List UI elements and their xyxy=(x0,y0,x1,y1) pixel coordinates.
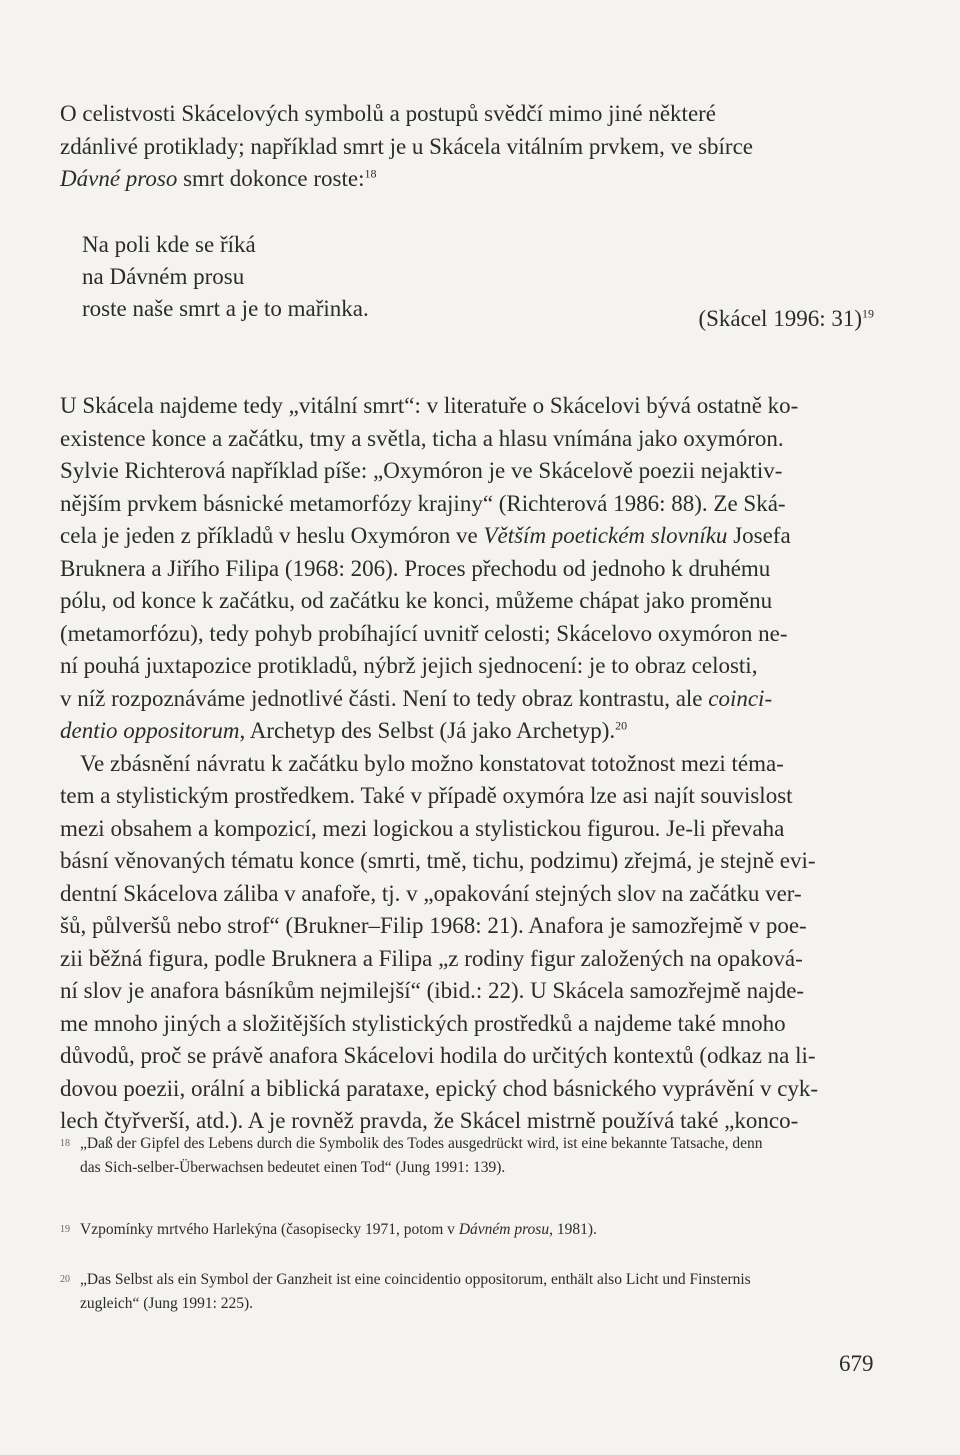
footnote-number: 19 xyxy=(60,1224,70,1235)
text-line: existence konce a začátku, tmy a světla, ticha a hlasu vnímána jako oxymóron. xyxy=(60,425,784,451)
text-line: důvodů, proč se právě anafora Skácelovi hodila do určitých kontextů (odkaz na li- xyxy=(60,1043,816,1068)
footnote-ref: 20 xyxy=(615,718,628,733)
text-line: dentní Skácelova záliba v anafoře, tj. v „opakování stejných slov na začátku ver- xyxy=(60,880,802,906)
text-line: básní věnovaných tématu konce (smrti, tmě, tichu, podzimu) zřejmá, je stejně evi- xyxy=(60,848,816,873)
text-line: zii běžná figura, podle Bruknera a Filipa „z rodiny figur založených na opaková- xyxy=(60,945,803,971)
text-line: nějším prvkem básnické metamorfózy krajiny“ (Richterová 1986: 88). Ze Ská- xyxy=(60,490,786,516)
text-line: pólu, od konce k začátku, od začátku ke konci, můžeme chápat jako proměnu xyxy=(60,588,773,613)
text-line: mezi obsahem a kompozicí, mezi logickou a stylistickou figurou. Je-li převaha xyxy=(60,815,785,841)
text-line: ní pouhá juxtapozice protikladů, nýbrž jejich sjednocení: je to obraz celosti, xyxy=(60,653,758,678)
book-title: Větším poetickém slovníku xyxy=(483,523,728,548)
body-paragraph xyxy=(60,390,878,1138)
text-line: dentio oppositorum, Archetyp des Selbst (Já jako Archetyp).$^{20}$ xyxy=(60,718,628,743)
footnote-18: 18 „Daß der Gipfel des Lebens durch die Symbolik des Todes ausgedrückt wird, ist eine bekannte Tatsache, denn das Sich-selber-Überwachsen bedeutet einen Tod“ (Jung 1991: 139). xyxy=(60,1132,880,1180)
footnote-19: 19 Vzpomínky mrtvého Harlekýna (časopisecky 1971, potom v Dávném prosu, 1981). xyxy=(60,1218,880,1242)
text-line: Bruknera a Jiřího Filipa (1968: 206). Proces přechodu od jednoho k druhému xyxy=(60,555,771,581)
text-line: O celistvosti Skácelových symbolů a postupů svědčí mimo jiné některé xyxy=(60,101,717,126)
text-line: šů, půlveršů nebo strof“ (Brukner–Filip 1968: 21). Anafora je samozřejmě v poe- xyxy=(60,913,807,938)
poem-line: roste naše smrt a je to mařinka. xyxy=(82,296,369,321)
book-title: Dávné proso xyxy=(60,166,178,191)
text-line: (metamorfózu), tedy pohyb probíhající uvnitř celosti; Skácelovo oxymóron ne- xyxy=(60,620,788,646)
latin-term: dentio oppositorum xyxy=(60,718,240,743)
text-line: Sylvie Richterová například píše: „Oxymóron je ve Skácelově poezii nejaktiv- xyxy=(60,458,783,483)
text-line: Dávné proso smrt dokonce roste:$^{18}$ xyxy=(60,166,377,191)
poem-line: na Dávném prosu xyxy=(82,264,245,289)
text-line: tem a stylistickým prostředkem. Také v případě oxymóra lze asi najít souvislost xyxy=(60,783,793,808)
text-line: dovou poezii, orální a biblická parataxe, epický chod básnického vyprávění v cyk- xyxy=(60,1075,819,1101)
text-line: me mnoho jiných a složitějších stylistických prostředků a najdeme také mnoho xyxy=(60,1010,786,1036)
text-line: ní slov je anafora básníkům nejmilejší“ (ibid.: 22). U Skácela samozřejmě najde- xyxy=(60,978,805,1003)
footnote-ref: 18 xyxy=(364,166,377,181)
text-line: U Skácela najdeme tedy „vitální smrt“: v literatuře o Skácelovi bývá ostatně ko- xyxy=(60,393,799,418)
text-line: v níž rozpoznáváme jednotlivé části. Není to tedy obraz kontrastu, ale coinci- xyxy=(60,685,773,711)
text-line: lech čtyřverší, atd.). A je rovněž pravda, že Skácel mistrně používá také „konco- xyxy=(60,1108,799,1133)
text-line: Ve zbásnění návratu k začátku bylo možno konstatovat totožnost mezi téma- xyxy=(80,750,784,776)
intro-paragraph xyxy=(60,98,878,196)
footnote-number: 18 xyxy=(60,1138,70,1149)
page-number: 679 xyxy=(839,1351,874,1376)
text-line: zdánlivé protiklady; například smrt je u Skácela vitálním prvkem, ve sbírce xyxy=(60,133,753,159)
poem-quote xyxy=(82,229,878,335)
footnote-number: 20 xyxy=(60,1274,70,1285)
footnote-20: 20 „Das Selbst als ein Symbol der Ganzheit ist eine coincidentio oppositorum, enthält also Licht und Finsternis zugleich“ (Jung 1991: 225). xyxy=(60,1268,880,1316)
poem-line-with-citation xyxy=(82,293,878,335)
footnote-ref: 19 xyxy=(862,306,874,321)
poem-line: Na poli kde se říká xyxy=(82,232,256,257)
citation: (Skácel 1996: 31)$^{19}$ xyxy=(698,306,874,331)
text-line: cela je jeden z příkladů v heslu Oxymóron ve Větším poetickém slovníku Josefa xyxy=(60,523,791,548)
